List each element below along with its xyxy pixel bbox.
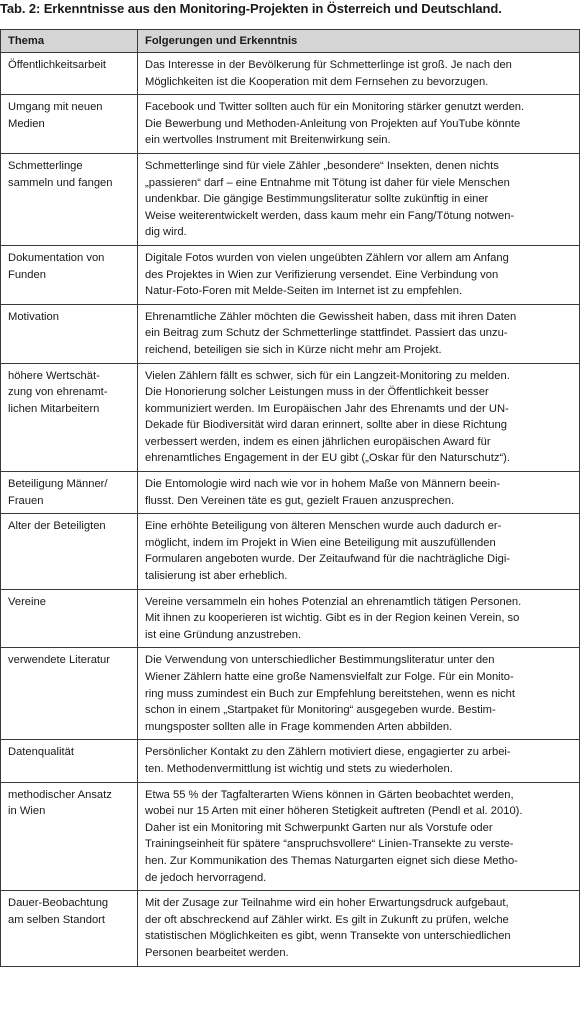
- erkenntnis-line: Die Verwendung von unterschiedlicher Bestimmungsliteratur unter den: [145, 654, 495, 667]
- cell-thema: [1, 782, 138, 891]
- erkenntnis-line: Vereine versammeln ein hohes Potenzial an ehrenamtlich tätigen Personen.: [145, 595, 522, 608]
- thema-line: zung von ehrenamt-: [8, 386, 108, 399]
- erkenntnis-line: Wiener Zählern hatte eine große Namensvielfalt zur Folge. Für ein Monito-: [145, 671, 514, 683]
- erkenntnis-line: Trainingseinheit für spätere “anspruchsvollere“ Linien-Transekte zu verste-: [145, 838, 514, 851]
- erkenntnis-line: Formularen angeboten wurde. Der Zeitaufwand für die nachträgliche Digi-: [145, 553, 511, 566]
- cell-thema: [1, 304, 138, 363]
- erkenntnis-line: Das Interesse in der Bevölkerung für Schmetterlinge ist groß. Je nach den: [145, 59, 512, 71]
- erkenntnis-line: ehrenamtliches Engagement in der EU gibt („Oskar für den Naturschutz“).: [145, 452, 510, 465]
- table-row: [1, 891, 580, 966]
- erkenntnis-line: Ehrenamtliche Zähler möchten die Gewissheit haben, dass mit ihren Daten: [145, 310, 517, 323]
- erkenntnis-line: ein wertvolles Instrument mit Breitenwirkung sein.: [145, 134, 391, 147]
- cell-thema: [1, 53, 138, 95]
- erkenntnis-line: schon in einem „Startpaket für Monitoring“ ausgegeben wurde. Bestim-: [145, 704, 496, 717]
- thema-line: Frauen: [8, 494, 44, 507]
- erkenntnis-line: Etwa 55 % der Tagfalterarten Wiens können in Gärten beobachtet werden,: [145, 788, 514, 801]
- thema-line: Schmetterlinge: [8, 159, 83, 172]
- table-row: [1, 53, 580, 95]
- cell-erkenntnis: [138, 245, 580, 304]
- thema-line: sammeln und fangen: [8, 176, 113, 189]
- erkenntnis-line: Die Honorierung solcher Leistungen muss in der Öffentlichkeit besser: [145, 386, 489, 399]
- thema-line: verwendete Literatur: [8, 654, 110, 667]
- findings-table: [0, 29, 580, 967]
- erkenntnis-line: ein Beitrag zum Schutz der Schmetterlinge stattfindet. Passiert das unzu-: [145, 327, 508, 340]
- erkenntnis-line: Facebook und Twitter sollten auch für ein Monitoring stärker genutzt werden.: [145, 101, 525, 114]
- thema-line: Dokumentation von: [8, 251, 105, 264]
- cell-thema: [1, 648, 138, 740]
- table-row: [1, 782, 580, 891]
- thema-line: Beteiligung Männer/: [8, 478, 108, 491]
- erkenntnis-line: verbessert werden, indem es einen jährlichen europäischen Award für: [145, 435, 491, 448]
- erkenntnis-line: flusst. Den Vereinen täte es gut, gezielt Frauen anzusprechen.: [145, 494, 455, 507]
- thema-line: höhere Wertschät-: [8, 369, 100, 382]
- thema-line: Datenqualität: [8, 746, 74, 759]
- erkenntnis-line: Dekade für Biodiversität wird daran erinnert, sollte aber in diese Richtung: [145, 419, 507, 432]
- erkenntnis-line: Möglichkeiten ist die Kooperation mit dem Fernsehen zu bevorzugen.: [145, 75, 489, 88]
- erkenntnis-line: Die Entomologie wird nach wie vor in hohem Maße von Männern beein-: [145, 478, 501, 491]
- cell-erkenntnis: [138, 891, 580, 966]
- cell-erkenntnis: [138, 740, 580, 782]
- cell-thema: [1, 589, 138, 648]
- cell-thema: [1, 245, 138, 304]
- erkenntnis-line: mungsposter sollten alle in Frage kommenden Arten abbilden.: [145, 720, 453, 733]
- thema-line: Medien: [8, 117, 45, 130]
- erkenntnis-line: de jedoch hervorragend.: [145, 871, 267, 884]
- cell-erkenntnis: [138, 589, 580, 648]
- erkenntnis-line: ten. Methodenvermittlung ist wichtig und stets zu wiederholen.: [145, 762, 453, 775]
- erkenntnis-line: ist eine Gründung anzustreben.: [145, 628, 302, 641]
- erkenntnis-line: Weise weiterentwickelt werden, dass kaum mehr ein Fang/Tötung notwen-: [145, 209, 515, 222]
- erkenntnis-line: Die Bewerbung und Methoden-Anleitung von Projekten auf YouTube könnte: [145, 117, 521, 130]
- table-row: [1, 472, 580, 514]
- erkenntnis-line: Schmetterlinge sind für viele Zähler „besondere“ Insekten, denen nichts: [145, 159, 499, 172]
- erkenntnis-line: Mit ihnen zu kooperieren ist wichtig. Gibt es in der Region keinen Verein, so: [145, 612, 520, 625]
- erkenntnis-line: wobei nur 15 Arten mit einer höheren Stetigkeit auftreten (Pendl et al. 2010).: [145, 805, 523, 818]
- table-row: [1, 153, 580, 245]
- cell-thema: [1, 95, 138, 154]
- erkenntnis-line: dig wird.: [145, 226, 187, 239]
- cell-erkenntnis: [138, 53, 580, 95]
- erkenntnis-line: Personen bearbeitet werden.: [145, 946, 289, 959]
- cell-erkenntnis: [138, 153, 580, 245]
- erkenntnis-line: Daher ist ein Monitoring mit Schwerpunkt Garten nur als Vorstufe oder: [145, 821, 493, 834]
- cell-thema: [1, 363, 138, 472]
- thema-line: am selben Standort: [8, 913, 106, 926]
- erkenntnis-line: Eine erhöhte Beteiligung von älteren Menschen wurde auch dadurch er-: [145, 520, 502, 533]
- thema-line: Funden: [8, 268, 46, 281]
- table-row: [1, 304, 580, 363]
- cell-erkenntnis: [138, 648, 580, 740]
- thema-line: Vereine: [8, 595, 46, 608]
- erkenntnis-line: Persönlicher Kontakt zu den Zählern motiviert diese, engagierter zu arbei-: [145, 746, 511, 759]
- erkenntnis-line: möglicht, indem im Projekt in Wien eine Beteiligung mit auszufüllenden: [145, 536, 496, 549]
- cell-erkenntnis: [138, 514, 580, 589]
- erkenntnis-line: reichend, beteiligen sie sich in Kürze nicht mehr am Projekt.: [145, 343, 442, 356]
- table-row: [1, 648, 580, 740]
- erkenntnis-line: hen. Zur Kommunikation des Themas Naturgarten eignet sich diese Metho-: [145, 854, 518, 867]
- table-body: [1, 53, 580, 967]
- erkenntnis-line: talisierung ist aber erheblich.: [145, 570, 288, 583]
- thema-line: methodischer Ansatz: [8, 788, 112, 801]
- table-row: [1, 589, 580, 648]
- thema-line: Motivation: [8, 310, 59, 323]
- cell-thema: [1, 153, 138, 245]
- table-row: [1, 245, 580, 304]
- erkenntnis-line: Vielen Zählern fällt es schwer, sich für ein Langzeit-Monitoring zu melden.: [145, 369, 510, 382]
- erkenntnis-line: der oft abschreckend auf Zähler wirkt. Es gilt in Zukunft zu prüfen, welche: [145, 913, 509, 926]
- table-header-row: [1, 30, 580, 53]
- thema-line: Alter der Beteiligten: [8, 520, 106, 533]
- thema-line: Umgang mit neuen: [8, 101, 103, 114]
- erkenntnis-line: Digitale Fotos wurden von vielen ungeübten Zählern vor allem am Anfang: [145, 251, 509, 264]
- cell-erkenntnis: [138, 304, 580, 363]
- table-row: [1, 95, 580, 154]
- thema-line: in Wien: [8, 805, 46, 818]
- cell-erkenntnis: [138, 782, 580, 891]
- cell-thema: [1, 514, 138, 589]
- cell-thema: [1, 740, 138, 782]
- erkenntnis-line: ring muss zumindest ein Buch zur Empfehlung bereitstehen, wenn es nicht: [145, 687, 516, 700]
- cell-erkenntnis: [138, 472, 580, 514]
- thema-line: lichen Mitarbeitern: [8, 402, 100, 415]
- erkenntnis-line: Natur-Foto-Foren mit Melde-Seiten im Internet ist zu empfehlen.: [145, 285, 463, 298]
- table-row: [1, 363, 580, 472]
- thema-line: Dauer-Beobachtung: [8, 897, 109, 910]
- erkenntnis-line: undenkbar. Die gängige Bestimmungsliteratur sollte zukünftig in einer: [145, 193, 489, 206]
- table-caption: Tab. 2: Erkenntnisse aus den Monitoring-Projekten in Österreich und Deutschland.: [0, 1, 502, 16]
- erkenntnis-line: Mit der Zusage zur Teilnahme wird ein hoher Erwartungsdruck aufgebaut,: [145, 897, 509, 910]
- table-row: [1, 740, 580, 782]
- cell-erkenntnis: [138, 95, 580, 154]
- header-thema: Thema: [1, 30, 138, 53]
- erkenntnis-line: des Projektes in Wien zur Verifizierung versendet. Eine Verbindung von: [145, 268, 499, 281]
- erkenntnis-line: kommuniziert werden. Im Europäischen Jahr des Ehrenamts und der UN-: [145, 402, 509, 415]
- erkenntnis-line: „passieren“ darf – eine Entnahme mit Tötung ist daher für viele Menschen: [145, 176, 510, 189]
- table-row: [1, 514, 580, 589]
- cell-erkenntnis: [138, 363, 580, 472]
- cell-thema: [1, 472, 138, 514]
- erkenntnis-line: statistischen Möglichkeiten es gibt, wenn Transekte von unterschiedlichen: [145, 930, 511, 943]
- cell-thema: [1, 891, 138, 966]
- thema-line: Öffentlichkeitsarbeit: [8, 59, 107, 71]
- header-folgerungen: Folgerungen und Erkenntnis: [138, 30, 580, 53]
